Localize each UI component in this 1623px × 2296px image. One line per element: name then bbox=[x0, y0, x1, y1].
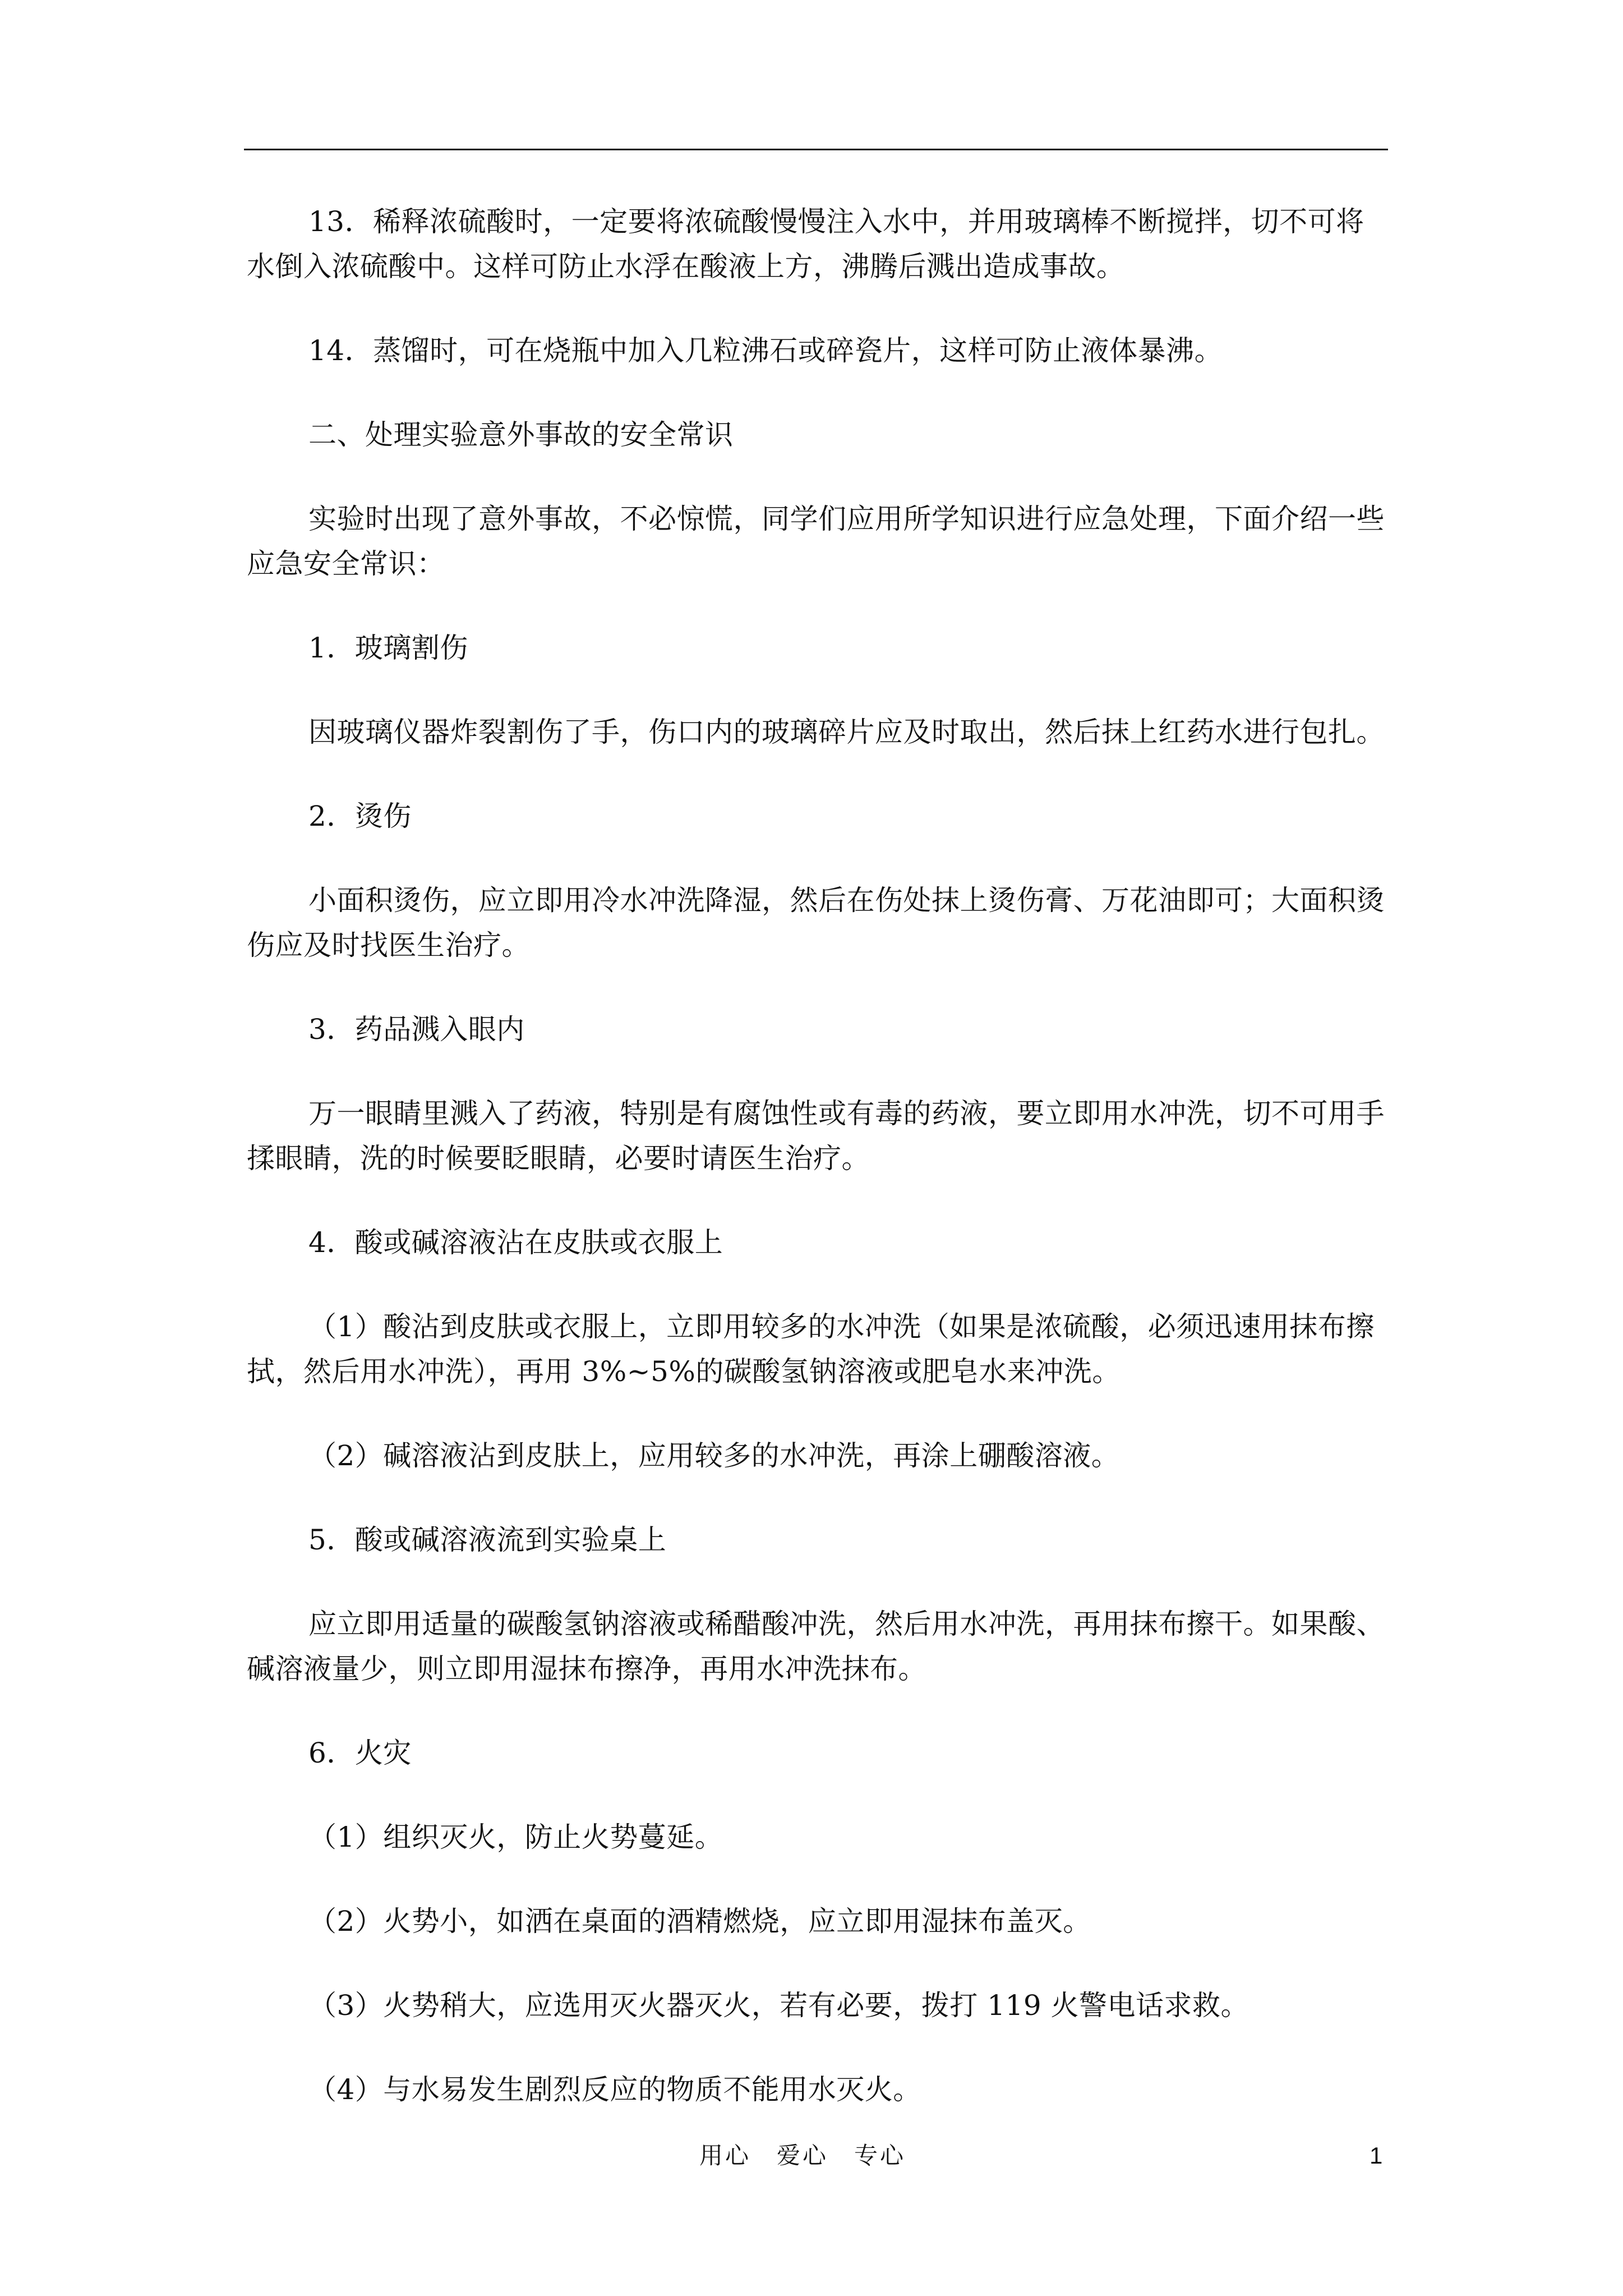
paragraph: 14．蒸馏时，可在烧瓶中加入几粒沸石或碎瓷片，这样可防止液体暴沸。 bbox=[308, 334, 1223, 367]
subsection-heading: 6．火灾 bbox=[308, 1737, 412, 1769]
paragraph: 应立即用适量的碳酸氢钠溶液或稀醋酸冲洗，然后用水冲洗，再用抹布擦干。如果酸、碱溶液量少，则立即用湿抹布擦净，再用水冲洗抹布。 bbox=[247, 1608, 1385, 1685]
page-number: 1 bbox=[1370, 2142, 1383, 2169]
list-item: （4）与水易发生剧烈反应的物质不能用水灭火。 bbox=[308, 2073, 921, 2106]
document-body bbox=[247, 199, 1391, 2151]
paragraph: 小面积烫伤，应立即用冷水冲洗降湿，然后在伤处抹上烫伤膏、万花油即可；大面积烫伤应及时找医生治疗。 bbox=[247, 884, 1385, 961]
subsection-heading: 1．玻璃割伤 bbox=[308, 632, 468, 664]
subsection-heading: 4．酸或碱溶液沾在皮肤或衣服上 bbox=[308, 1226, 723, 1259]
paragraph: 因玻璃仪器炸裂割伤了手，伤口内的玻璃碎片应及时取出，然后抹上红药水进行包扎。 bbox=[308, 716, 1385, 748]
subsection-heading: 5．酸或碱溶液流到实验桌上 bbox=[308, 1524, 667, 1556]
subsection-heading: 2．烫伤 bbox=[308, 800, 412, 832]
paragraph: 实验时出现了意外事故，不必惊慌，同学们应用所学知识进行应急处理，下面介绍一些应急安全常识： bbox=[247, 503, 1385, 580]
footer-motto: 用心 爱心 专心 bbox=[699, 2142, 906, 2169]
paragraph: 13．稀释浓硫酸时，一定要将浓硫酸慢慢注入水中，并用玻璃棒不断搅拌，切不可将水倒入浓硫酸中。这样可防止水浮在酸液上方，沸腾后溅出造成事故。 bbox=[247, 205, 1364, 283]
subsection-heading: 3．药品溅入眼内 bbox=[308, 1013, 525, 1046]
paragraph: （1）酸沾到皮肤或衣服上，立即用较多的水冲洗（如果是浓硫酸，必须迅速用抹布擦拭，然后用水冲洗），再用 3%~5%的碳酸氢钠溶液或肥皂水来冲洗。 bbox=[247, 1310, 1375, 1388]
list-item: （3）火势稍大，应选用灭火器灭火，若有必要，拨打 119 火警电话求救。 bbox=[308, 1989, 1249, 2022]
header-rule bbox=[244, 149, 1388, 150]
list-item: （2）火势小，如洒在桌面的酒精燃烧，应立即用湿抹布盖灭。 bbox=[308, 1905, 1091, 1938]
section-heading: 二、处理实验意外事故的安全常识 bbox=[308, 418, 734, 451]
paragraph: （2）碱溶液沾到皮肤上，应用较多的水冲洗，再涂上硼酸溶液。 bbox=[308, 1439, 1120, 1472]
paragraph: 万一眼睛里溅入了药液，特别是有腐蚀性或有毒的药液，要立即用水冲洗，切不可用手揉眼睛，洗的时候要眨眼睛，必要时请医生治疗。 bbox=[247, 1097, 1385, 1175]
list-item: （1）组织灭火，防止火势蔓延。 bbox=[308, 1821, 723, 1853]
